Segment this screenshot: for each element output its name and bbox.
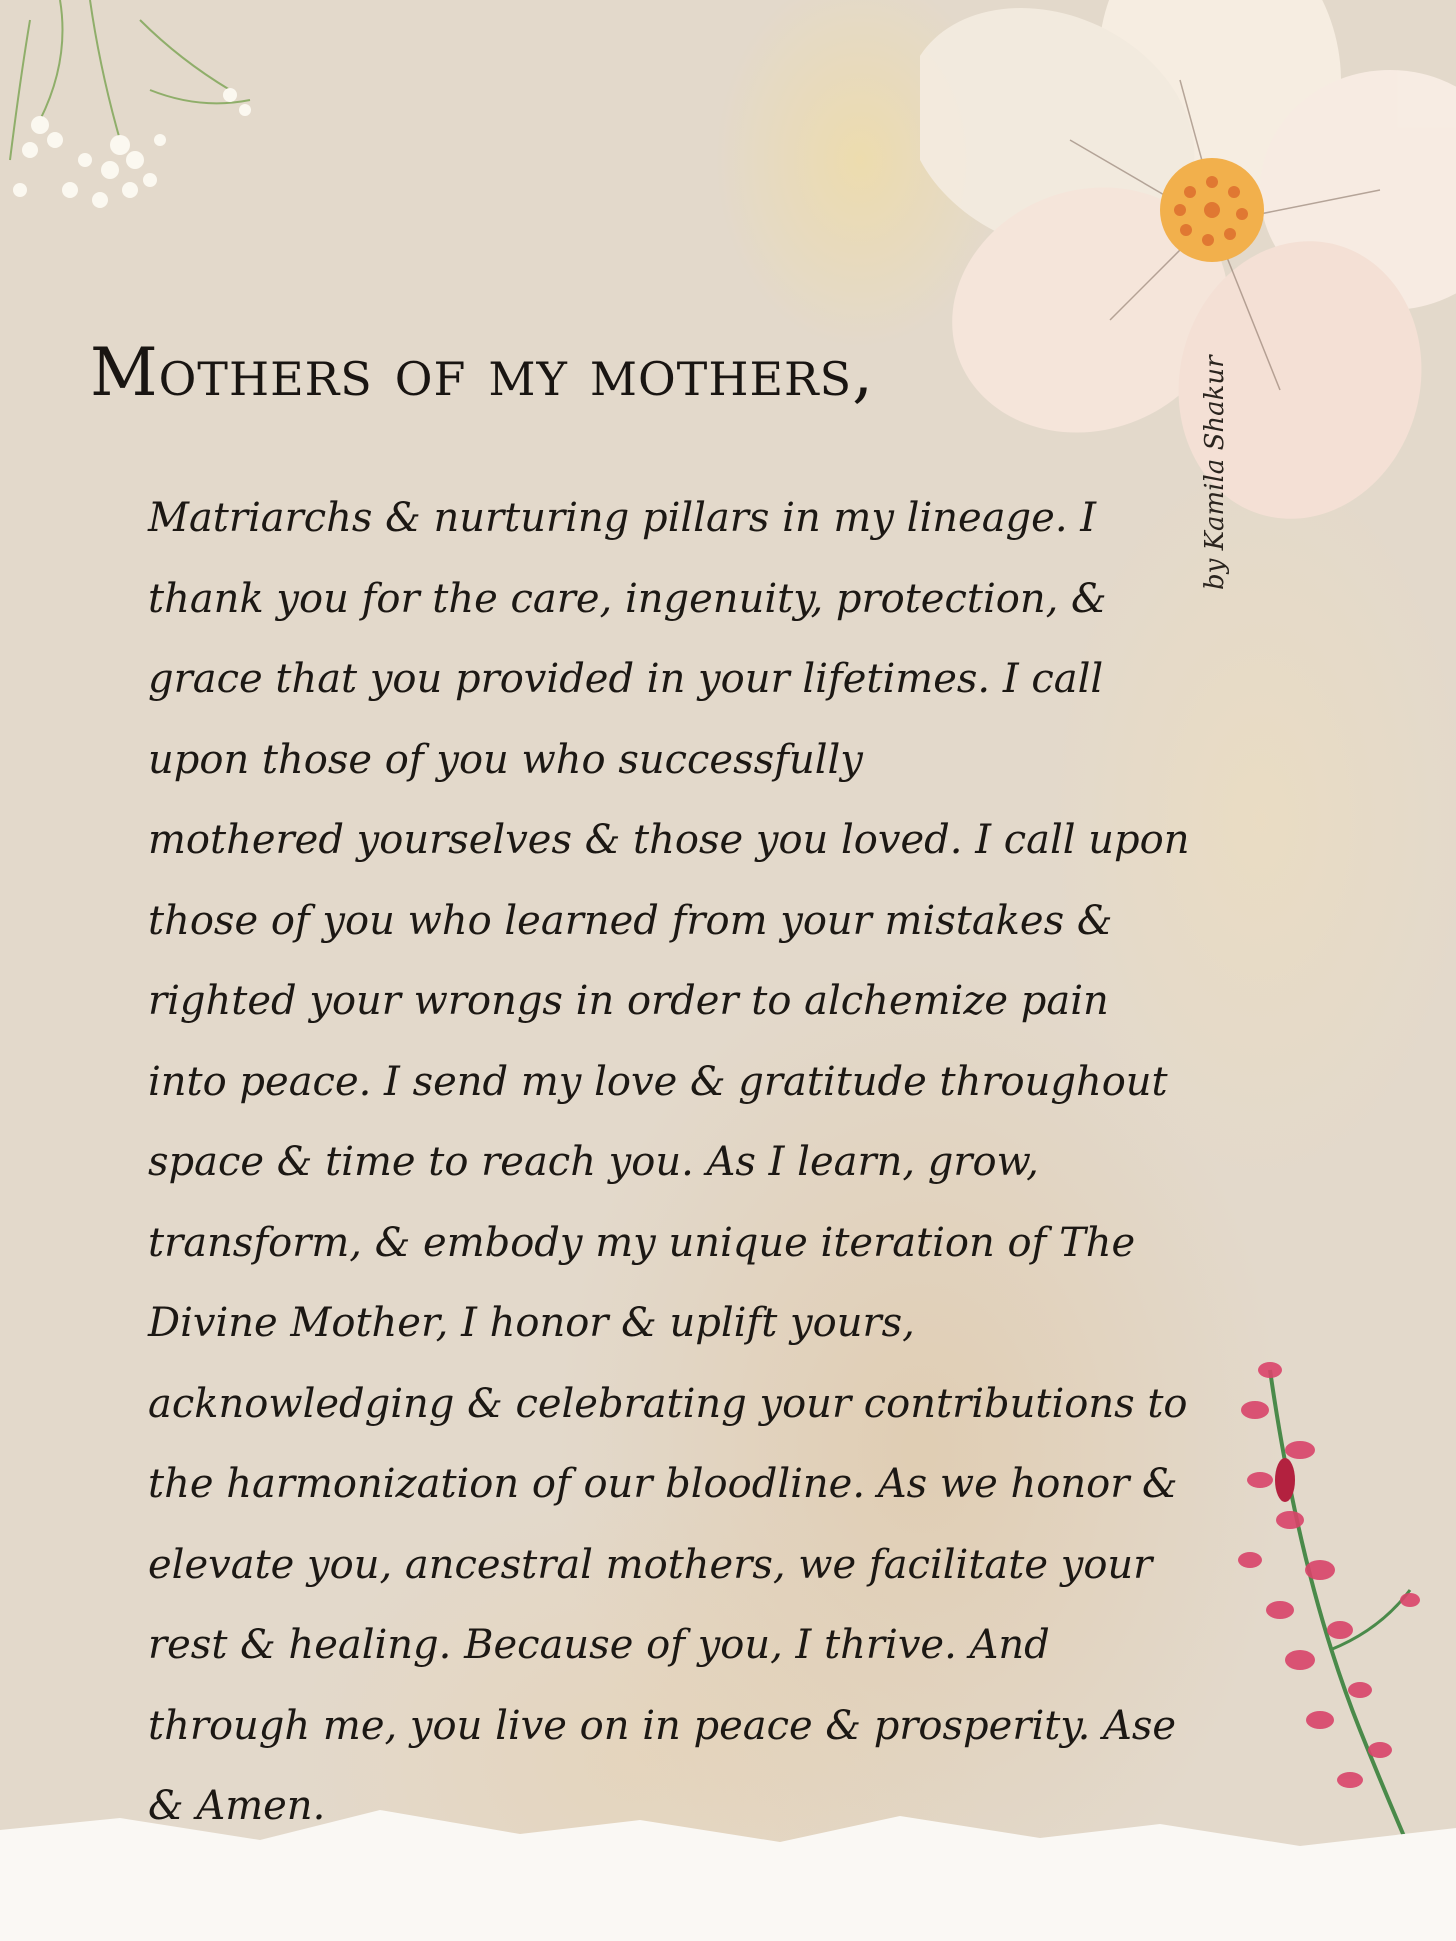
white-blossom-illustration bbox=[920, 0, 1456, 520]
poem-line: grace that you provided in your lifetimes. I call bbox=[148, 656, 1104, 702]
author-byline: by Kamila Shakur bbox=[1200, 355, 1230, 590]
babys-breath-illustration bbox=[0, 0, 270, 240]
poem-line: righted your wrongs in order to alchemize pain bbox=[148, 978, 1109, 1024]
poem-line: space & time to reach you. As I learn, grow, bbox=[148, 1139, 1039, 1185]
poem-line: mothered yourselves & those you loved. I call upon bbox=[148, 817, 1190, 863]
poem-line: & Amen. bbox=[148, 1783, 326, 1829]
poem-line: the harmonization of our bloodline. As we honor & bbox=[148, 1461, 1178, 1507]
poem-line: Divine Mother, I honor & uplift yours, bbox=[148, 1300, 915, 1346]
poem-line: through me, you live on in peace & prosperity. Ase bbox=[148, 1702, 1177, 1749]
poem-title: Mothers of my mothers, bbox=[90, 334, 875, 411]
poem-line: rest & healing. Because of you, I thrive. And bbox=[148, 1622, 1050, 1668]
poem-line: into peace. I send my love & gratitude throughout bbox=[148, 1058, 1168, 1105]
poem-line: thank you for the care, ingenuity, protection, & bbox=[148, 575, 1107, 622]
poem-line: elevate you, ancestral mothers, we facilitate your bbox=[148, 1541, 1153, 1588]
poem-line: Matriarchs & nurturing pillars in my lineage. I bbox=[148, 495, 1097, 541]
poem-line: those of you who learned from your mistakes & bbox=[148, 897, 1113, 944]
poem-line: transform, & embody my unique iteration of The bbox=[148, 1219, 1136, 1266]
poem-line: upon those of you who successfully bbox=[148, 736, 863, 783]
poem-body bbox=[148, 478, 1238, 1847]
poem-line: acknowledging & celebrating your contributions to bbox=[148, 1380, 1188, 1427]
